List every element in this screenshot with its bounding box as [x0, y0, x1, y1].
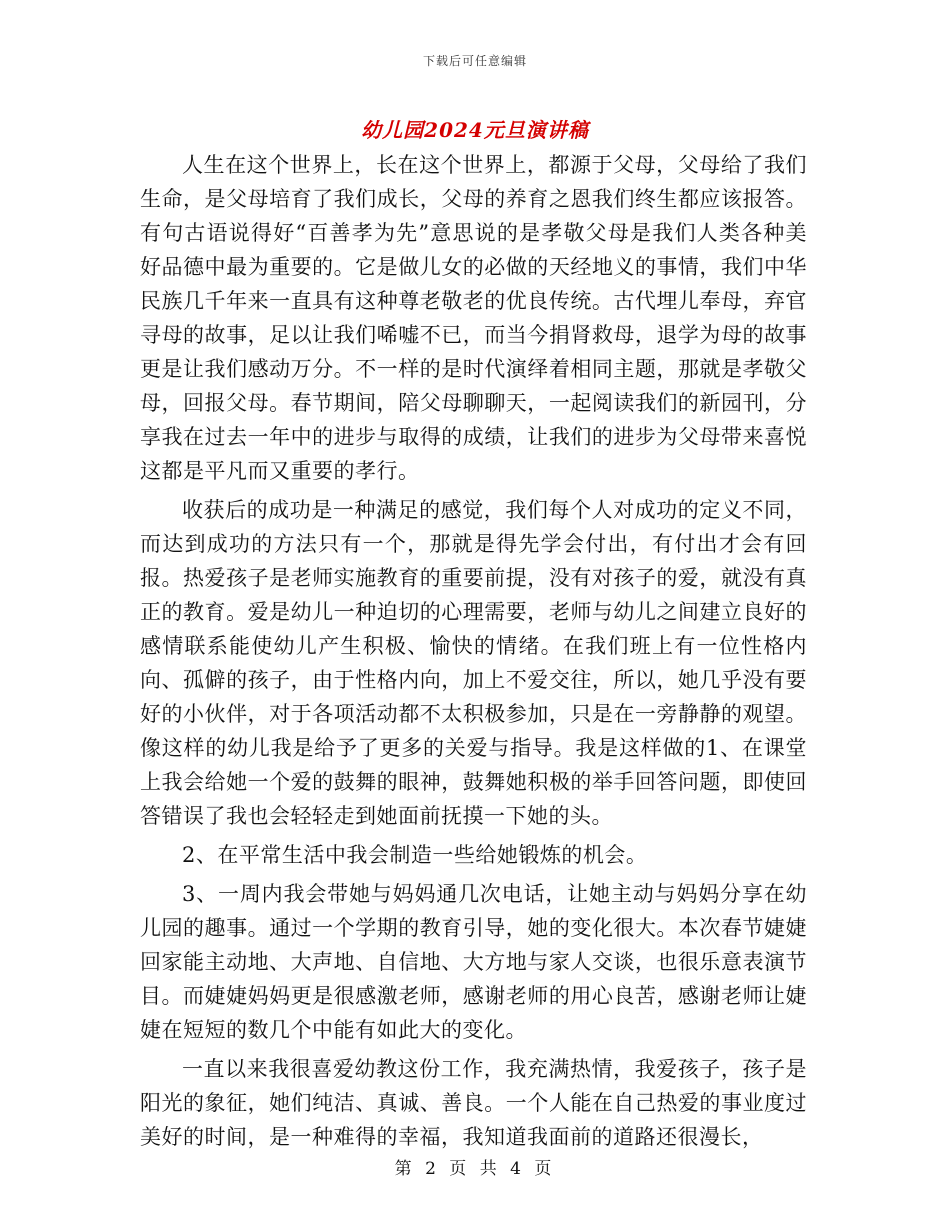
document-body: [140, 148, 807, 1159]
page-number: 第 2 页 共 4 页: [394, 1159, 556, 1179]
header-note: 下载后可任意编辑: [422, 54, 527, 68]
paragraph: 2、在平常生活中我会制造一些给她锻炼的机会。: [182, 843, 648, 867]
paragraph: 人生在这个世界上，长在这个世界上，都源于父母，父母给了我们生命，是父母培育了我们成长，父母的养育之恩我们终生都应该报答。有句古语说得好“百善孝为先”意思说的是孝敬父母是我们人类各种美好品德中最为重要的。它是做儿女的必做的天经地义的事情，我们中华民族几千年来一直具有这种尊老敬老的优良传统。古代埋儿奉母，弃官寻母的故事，足以让我们唏嘘不已，而当今捐肾救母，退学为母的故事更是让我们感动万分。不一样的是时代演绎着相同主题，那就是孝敬父母，回报父母。春节期间，陪父母聊聊天，一起阅读我们的新园刊，分享我在过去一年中的进步与取得的成绩，让我们的进步为父母带来喜悦这都是平凡而又重要的孝行。: [140, 153, 807, 483]
paragraph: 收获后的成功是一种满足的感觉，我们每个人对成功的定义不同，而达到成功的方法只有一个，那就是得先学会付出，有付出才会有回报。热爱孩子是老师实施教育的重要前提，没有对孩子的爱，就没有真正的教育。爱是幼儿一种迫切的心理需要，老师与幼儿之间建立良好的感情联系能使幼儿产生积极、愉快的情绪。在我们班上有一位性格内向、孤僻的孩子，由于性格内向，加上不爱交往，所以，她几乎没有要好的小伙伴，对于各项活动都不太积极参加，只是在一旁静静的观望。像这样的幼儿我是给予了更多的关爱与指导。我是这样做的1、在课堂上我会给她一个爱的鼓舞的眼神，鼓舞她积极的举手回答问题，即使回答错误了我也会轻轻走到她面前抚摸一下她的头。: [140, 498, 807, 828]
document-title: 幼儿园2024元旦演讲稿: [361, 118, 589, 142]
paragraph: 3、一周内我会带她与妈妈通几次电话，让她主动与妈妈分享在幼儿园的趣事。通过一个学期的教育引导，她的变化很大。本次春节婕婕回家能主动地、大声地、自信地、大方地与家人交谈，也很乐意表演节目。而婕婕妈妈更是很感激老师，感谢老师的用心良苦，感谢老师让婕婕在短短的数几个中能有如此大的变化。: [140, 882, 807, 1042]
paragraph: 一直以来我很喜爱幼教这份工作，我充满热情，我爱孩子，孩子是阳光的象征，她们纯洁、真诚、善良。一个人能在自己热爱的事业度过美好的时间，是一种难得的幸福，我知道我面前的道路还很漫长，: [140, 1057, 807, 1149]
